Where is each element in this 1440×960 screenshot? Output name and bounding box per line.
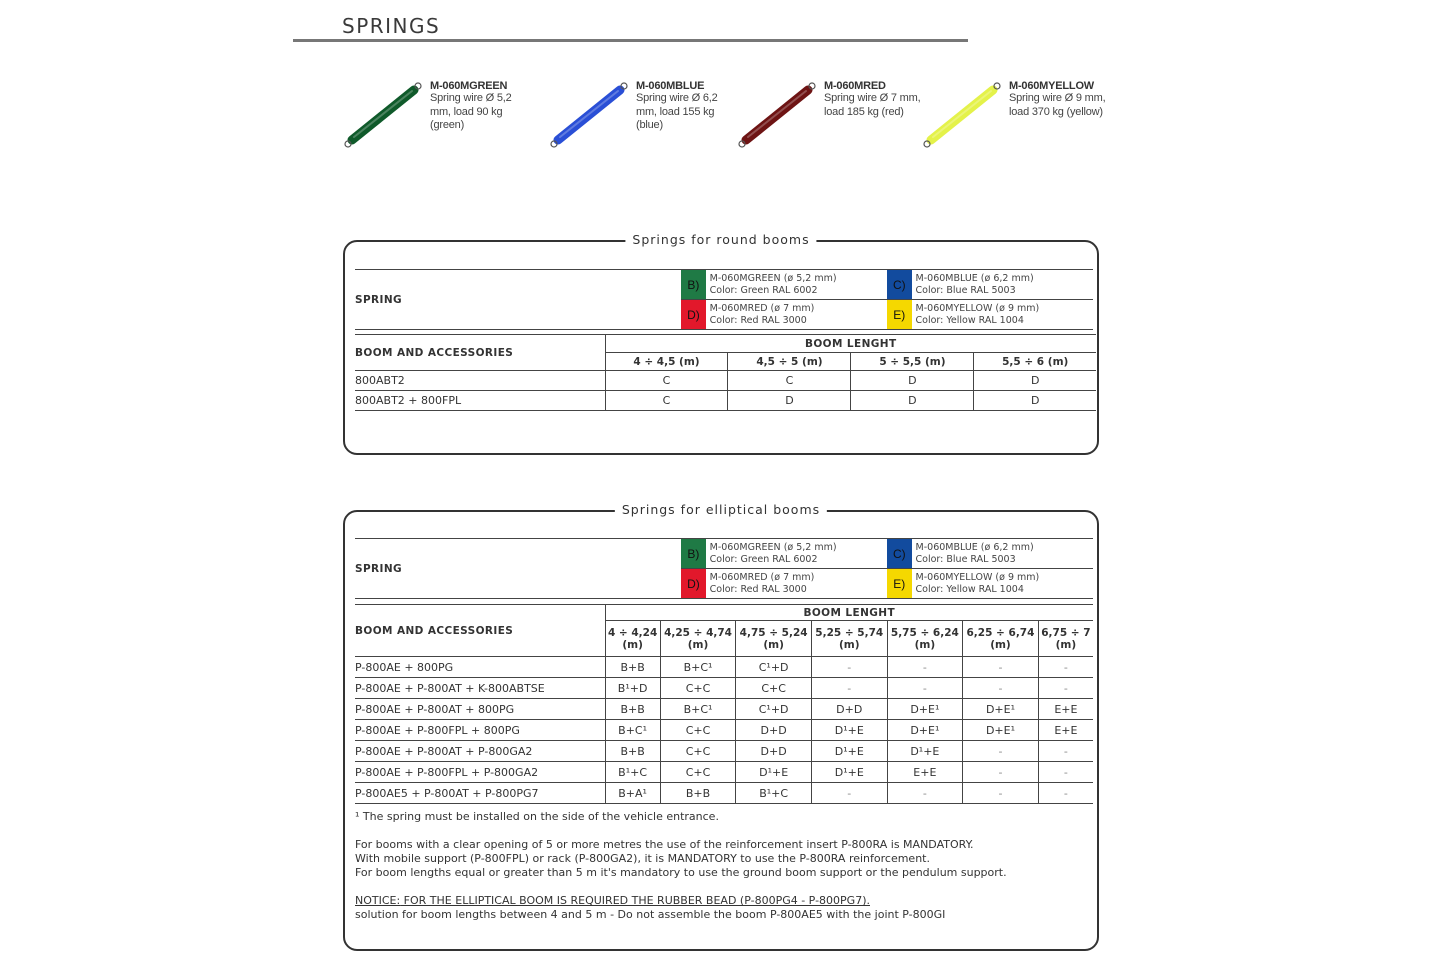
row-label: P-800AE + P-800FPL + P-800GA2 bbox=[355, 762, 605, 783]
accessories-label: BOOM AND ACCESSORIES bbox=[355, 346, 514, 359]
range-header: 5,5 ÷ 6 (m) bbox=[974, 353, 1096, 371]
table-cell: - bbox=[811, 783, 887, 804]
notice-text: FOR THE ELLIPTICAL BOOM IS REQUIRED THE RUBBER BEAD (P-800PG4 - P-800PG7). bbox=[400, 894, 870, 907]
notes bbox=[355, 810, 1085, 922]
range-header: 5,25 ÷ 5,74 (m) bbox=[811, 621, 887, 657]
table-row bbox=[355, 678, 1093, 699]
table-cell: - bbox=[1038, 741, 1093, 762]
range-header: 5,75 ÷ 6,24 (m) bbox=[887, 621, 963, 657]
elliptical-boom-table bbox=[355, 604, 1093, 804]
row-label: 800ABT2 bbox=[355, 371, 605, 391]
product-m-060mblue bbox=[548, 78, 738, 158]
table-cell: B+B bbox=[605, 699, 660, 720]
product-code: M-060MGREEN bbox=[430, 80, 508, 92]
table-row bbox=[355, 391, 1096, 411]
range-header: 4 ÷ 4,5 (m) bbox=[605, 353, 728, 371]
legend-letter-d: D) bbox=[681, 300, 705, 330]
table-cell: C bbox=[605, 371, 728, 391]
round-booms-title: Springs for round booms bbox=[625, 232, 816, 247]
title-rule bbox=[293, 39, 968, 42]
product-m-060myellow bbox=[921, 78, 1111, 158]
table-cell: - bbox=[887, 657, 963, 678]
table-cell: C+C bbox=[660, 741, 736, 762]
table-cell: D¹+E bbox=[736, 762, 812, 783]
note-1: For booms with a clear opening of 5 or more metres the use of the reinforcement insert P-800RA is MANDATORY. bbox=[355, 838, 974, 851]
product-description: Spring wire Ø 7 mm, load 185 kg (red) bbox=[824, 92, 921, 118]
round-boom-table bbox=[355, 334, 1096, 411]
product-code: M-060MYELLOW bbox=[1009, 80, 1094, 92]
range-header: 4,5 ÷ 5 (m) bbox=[728, 353, 851, 371]
range-header: 6,75 ÷ 7 (m) bbox=[1038, 621, 1093, 657]
table-row bbox=[355, 783, 1093, 804]
table-cell: - bbox=[1038, 783, 1093, 804]
product-description: Spring wire Ø 5,2 mm, load 90 kg (green) bbox=[430, 92, 512, 131]
spring-label: SPRING bbox=[355, 539, 681, 599]
legend-letter-c: C) bbox=[887, 270, 911, 300]
table-row bbox=[355, 699, 1093, 720]
table-cell: C+C bbox=[736, 678, 812, 699]
row-label: P-800AE + P-800AT + 800PG bbox=[355, 699, 605, 720]
boom-length-label: BOOM LENGHT bbox=[605, 605, 1093, 621]
legend-desc-d: M-060MRED (ø 7 mm) Color: Red RAL 3000 bbox=[706, 300, 887, 330]
table-cell: E+E bbox=[1038, 720, 1093, 741]
footnote: ¹ The spring must be installed on the side of the vehicle entrance. bbox=[355, 810, 719, 823]
table-cell: D¹+E bbox=[887, 741, 963, 762]
legend-letter-b: B) bbox=[681, 270, 705, 300]
spring-image bbox=[548, 78, 628, 150]
table-cell: D+E¹ bbox=[963, 699, 1039, 720]
table-cell: C bbox=[605, 391, 728, 411]
table-cell: B+C¹ bbox=[605, 720, 660, 741]
table-cell: C¹+D bbox=[736, 699, 812, 720]
spring-image bbox=[921, 78, 1001, 150]
note-2: With mobile support (P-800FPL) or rack (P-800GA2), it is MANDATORY to use the P-800RA reinforcement. bbox=[355, 852, 930, 865]
table-cell: B+B bbox=[605, 657, 660, 678]
table-row bbox=[355, 371, 1096, 391]
table-cell: C+C bbox=[660, 678, 736, 699]
table-cell: B+B bbox=[660, 783, 736, 804]
spring-image bbox=[736, 78, 816, 150]
table-cell: - bbox=[963, 762, 1039, 783]
row-label: P-800AE + P-800AT + K-800ABTSE bbox=[355, 678, 605, 699]
range-header: 4,75 ÷ 5,24 (m) bbox=[736, 621, 812, 657]
table-cell: - bbox=[963, 783, 1039, 804]
range-header: 4,25 ÷ 4,74 (m) bbox=[660, 621, 736, 657]
spring-image bbox=[342, 78, 422, 150]
table-row bbox=[355, 762, 1093, 783]
product-description: Spring wire Ø 6,2 mm, load 155 kg (blue) bbox=[636, 92, 718, 131]
legend-desc-b: M-060MGREEN (ø 5,2 mm) Color: Green RAL 6002 bbox=[706, 539, 887, 569]
table-cell: B+C¹ bbox=[660, 699, 736, 720]
table-cell: D bbox=[974, 371, 1096, 391]
table-row bbox=[355, 720, 1093, 741]
row-label: P-800AE + P-800AT + P-800GA2 bbox=[355, 741, 605, 762]
table-cell: D bbox=[974, 391, 1096, 411]
table-cell: D bbox=[851, 371, 974, 391]
elliptical-booms-box bbox=[343, 502, 1099, 951]
legend-desc-c: M-060MBLUE (ø 6,2 mm) Color: Blue RAL 5003 bbox=[912, 539, 1093, 569]
table-cell: D+E¹ bbox=[963, 720, 1039, 741]
table-cell: - bbox=[963, 678, 1039, 699]
page-title: SPRINGS bbox=[342, 14, 441, 38]
table-row bbox=[355, 657, 1093, 678]
range-header: 5 ÷ 5,5 (m) bbox=[851, 353, 974, 371]
table-cell: B¹+C bbox=[736, 783, 812, 804]
table-cell: D bbox=[728, 391, 851, 411]
table-cell: - bbox=[963, 657, 1039, 678]
product-m-060mred bbox=[736, 78, 926, 158]
table-cell: C+C bbox=[660, 762, 736, 783]
table-cell: D+D bbox=[736, 720, 812, 741]
table-cell: - bbox=[1038, 657, 1093, 678]
table-cell: - bbox=[811, 678, 887, 699]
table-cell: - bbox=[1038, 762, 1093, 783]
product-code: M-060MRED bbox=[824, 80, 886, 92]
row-label: P-800AE + P-800FPL + 800PG bbox=[355, 720, 605, 741]
product-description: Spring wire Ø 9 mm, load 370 kg (yellow) bbox=[1009, 92, 1106, 118]
product-code: M-060MBLUE bbox=[636, 80, 705, 92]
legend-letter-d: D) bbox=[681, 569, 705, 599]
table-cell: E+E bbox=[1038, 699, 1093, 720]
range-header: 6,25 ÷ 6,74 (m) bbox=[963, 621, 1039, 657]
legend-letter-e: E) bbox=[887, 569, 911, 599]
table-cell: D+E¹ bbox=[887, 720, 963, 741]
table-cell: - bbox=[887, 783, 963, 804]
notice-line-2: solution for boom lengths between 4 and 5 m - Do not assemble the boom P-800AE5 with the joint P-800GI bbox=[355, 908, 946, 921]
accessories-label: BOOM AND ACCESSORIES bbox=[355, 624, 514, 637]
table-cell: B+B bbox=[605, 741, 660, 762]
table-cell: C bbox=[728, 371, 851, 391]
notice-label: NOTICE: bbox=[355, 894, 401, 907]
table-cell: D+D bbox=[811, 699, 887, 720]
table-cell: C+C bbox=[660, 720, 736, 741]
table-row bbox=[355, 741, 1093, 762]
table-cell: - bbox=[1038, 678, 1093, 699]
legend-desc-e: M-060MYELLOW (ø 9 mm) Color: Yellow RAL 1004 bbox=[912, 300, 1093, 330]
row-label: P-800AE5 + P-800AT + P-800PG7 bbox=[355, 783, 605, 804]
table-cell: D¹+E bbox=[811, 741, 887, 762]
boom-length-label: BOOM LENGHT bbox=[605, 335, 1096, 353]
range-header: 4 ÷ 4,24 (m) bbox=[605, 621, 660, 657]
table-cell: B¹+D bbox=[605, 678, 660, 699]
row-label: 800ABT2 + 800FPL bbox=[355, 391, 605, 411]
legend-desc-d: M-060MRED (ø 7 mm) Color: Red RAL 3000 bbox=[706, 569, 887, 599]
table-cell: D+E¹ bbox=[887, 699, 963, 720]
legend-desc-e: M-060MYELLOW (ø 9 mm) Color: Yellow RAL 1004 bbox=[912, 569, 1093, 599]
table-cell: B+C¹ bbox=[660, 657, 736, 678]
legend-letter-e: E) bbox=[887, 300, 911, 330]
legend-letter-c: C) bbox=[887, 539, 911, 569]
table-cell: D¹+E bbox=[811, 762, 887, 783]
table-cell: D bbox=[851, 391, 974, 411]
row-label: P-800AE + 800PG bbox=[355, 657, 605, 678]
table-cell: B+A¹ bbox=[605, 783, 660, 804]
elliptical-booms-title: Springs for elliptical booms bbox=[615, 502, 827, 517]
product-m-060mgreen bbox=[342, 78, 532, 158]
round-booms-box bbox=[343, 232, 1099, 455]
table-cell: - bbox=[811, 657, 887, 678]
legend-desc-b: M-060MGREEN (ø 5,2 mm) Color: Green RAL 6002 bbox=[706, 270, 887, 300]
elliptical-spring-legend bbox=[355, 538, 1093, 599]
note-3: For boom lengths equal or greater than 5 m it's mandatory to use the ground boom support or the pendulum support. bbox=[355, 866, 1007, 879]
table-cell: E+E bbox=[887, 762, 963, 783]
table-cell: - bbox=[963, 741, 1039, 762]
spring-label: SPRING bbox=[355, 270, 681, 330]
notice bbox=[355, 894, 1085, 908]
table-cell: B¹+C bbox=[605, 762, 660, 783]
table-cell: D¹+E bbox=[811, 720, 887, 741]
legend-letter-b: B) bbox=[681, 539, 705, 569]
round-spring-legend bbox=[355, 269, 1093, 330]
table-cell: D+D bbox=[736, 741, 812, 762]
legend-desc-c: M-060MBLUE (ø 6,2 mm) Color: Blue RAL 5003 bbox=[912, 270, 1093, 300]
table-cell: C¹+D bbox=[736, 657, 812, 678]
table-cell: - bbox=[887, 678, 963, 699]
